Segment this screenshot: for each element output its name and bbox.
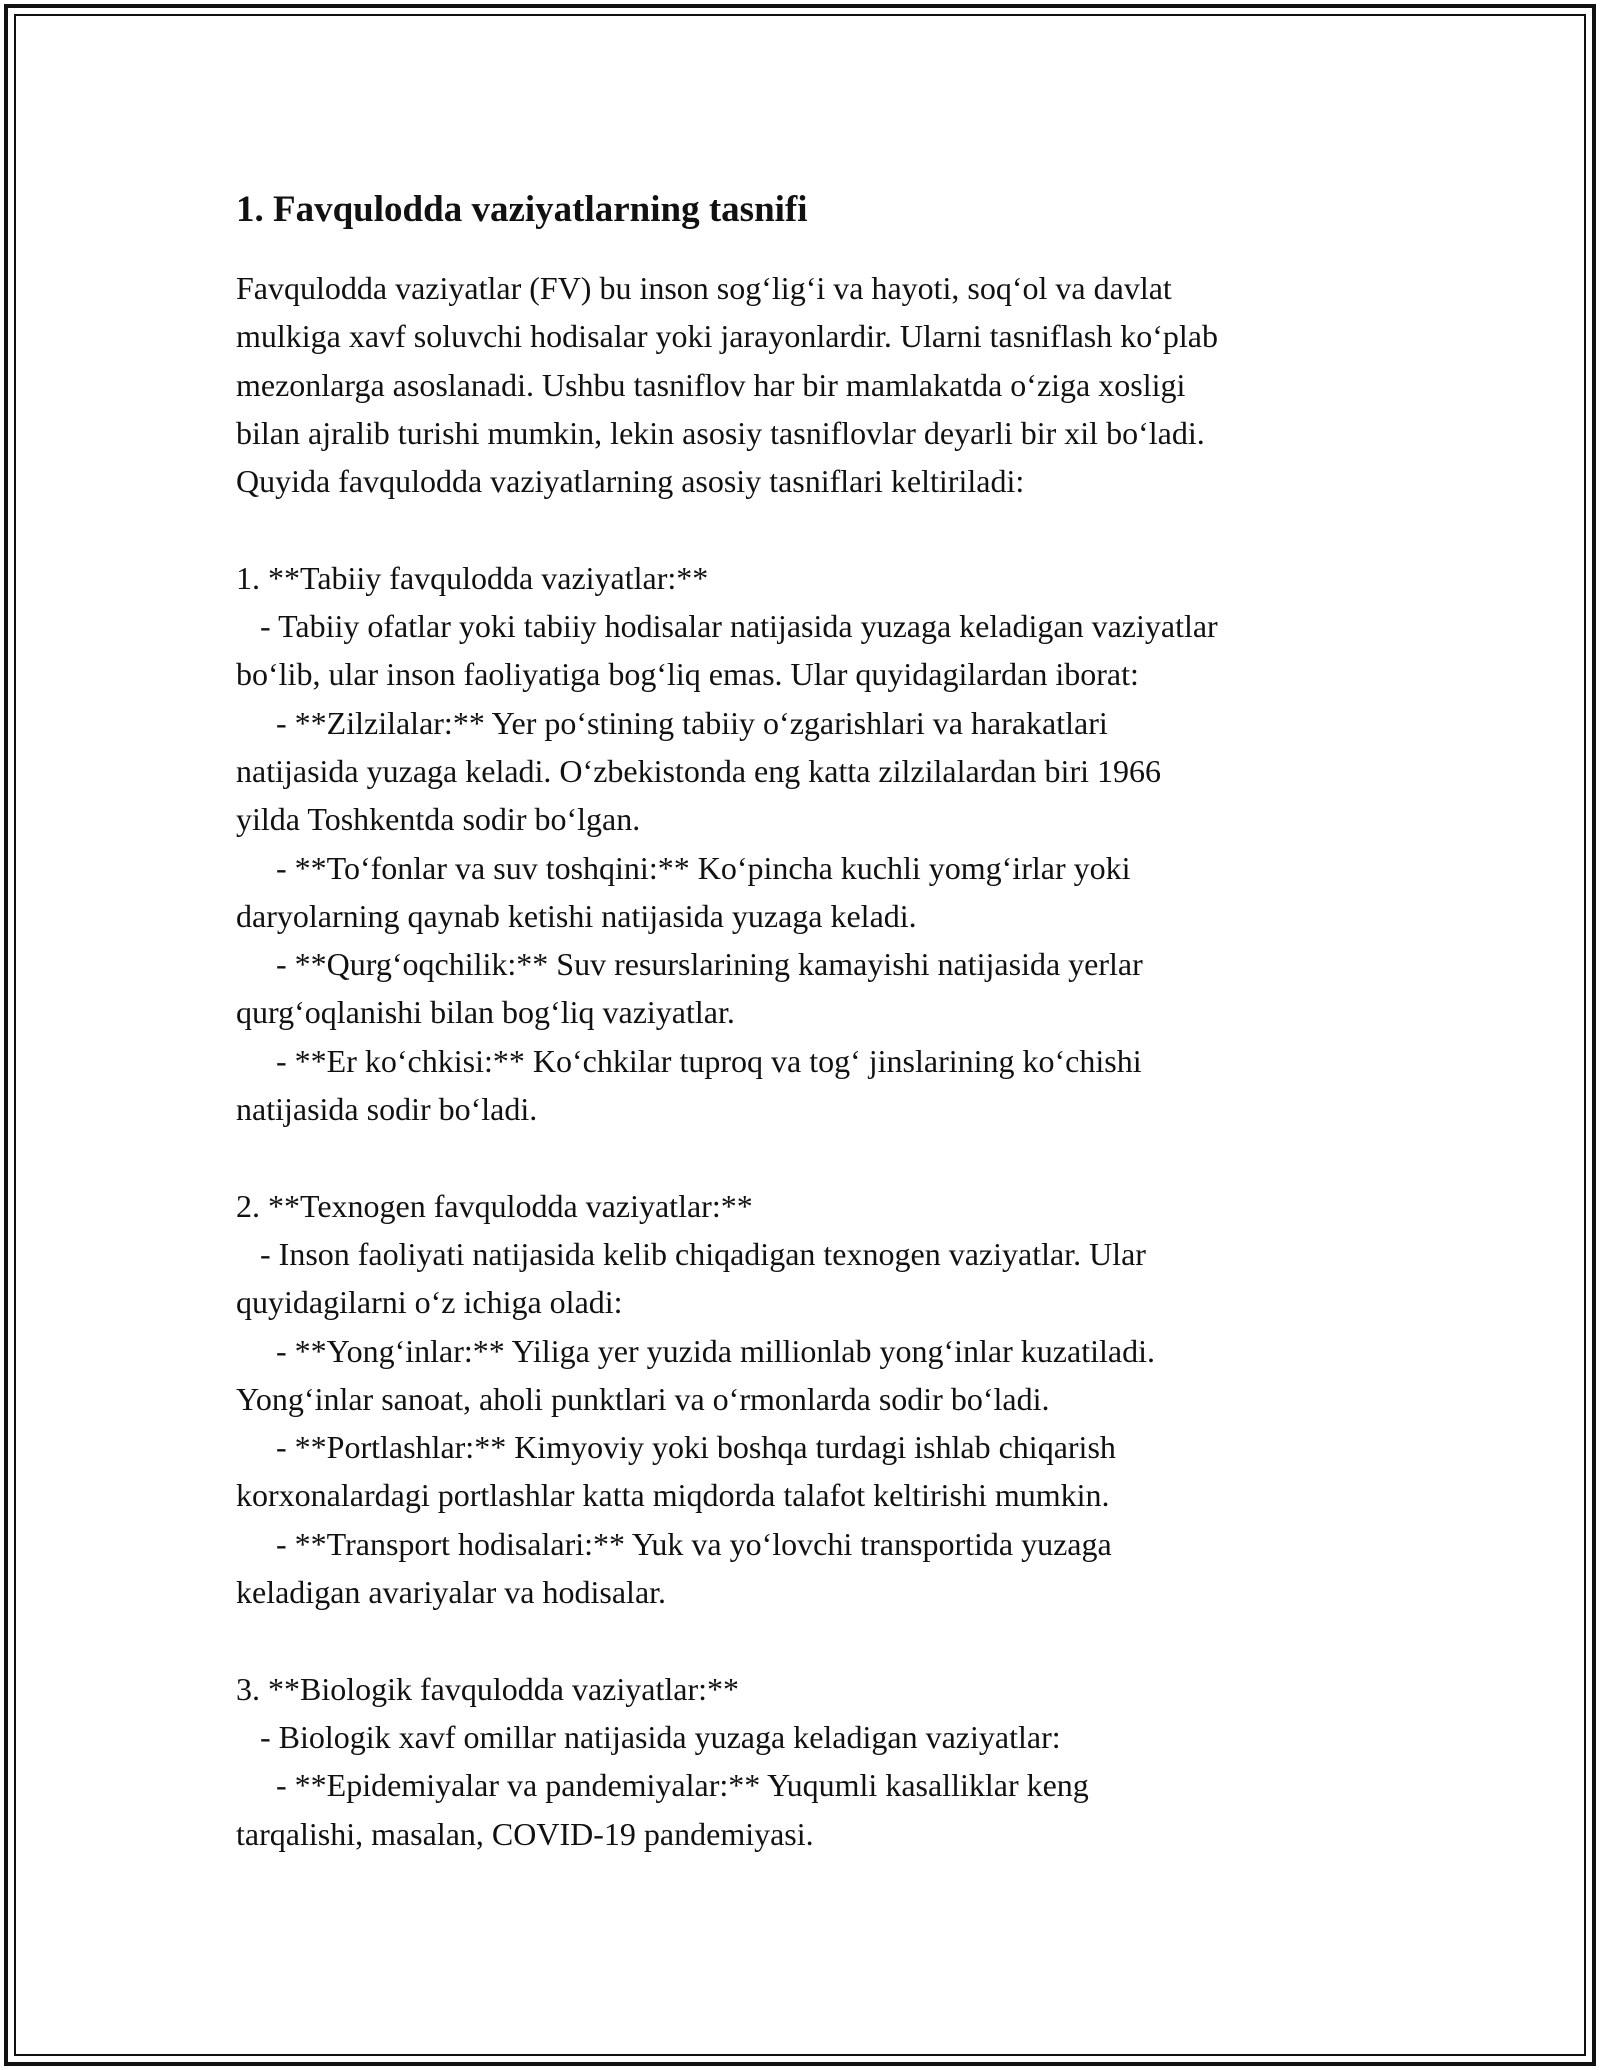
section-heading: 1. Favqulodda vaziyatlarning tasnifi [236,189,808,230]
section-body: Favqulodda vaziyatlar (FV) bu inson sog‘lig‘i va hayoti, soq‘ol va davlat mulkiga xavf soluvchi hodisalar yoki jarayonlardir. Ularni tasniflash ko‘plab mezonlarga asoslanadi. Ushbu tasniflov har bir mamlakatda o‘ziga xosligi bilan ajralib turishi mumkin, lekin asosiy tasniflovlar deyarli bir xil bo‘ladi. Quyida favqulodda vaziyatlarning asosiy tasniflari keltiriladi: 1. **Tabiiy favqulodda vaziyatlar:** - Tabiiy ofatlar yoki tabiiy hodisalar natijasida yuzaga keladigan vaziyatlar bo‘lib, ular inson faoliyatiga bog‘liq emas. Ular quyidagilardan iborat: - **Zilzilalar:** Yer po‘stining tabiiy o‘zgarishlari va harakatlari natijasida yuzaga keladi. O‘zbekistonda eng katta zilzilalardan biri 1966 yilda Toshkentda sodir bo‘lgan. - **To‘fonlar va suv toshqini:** Ko‘pincha kuchli yomg‘irlar yoki daryolarning qaynab ketishi natijasida yuzaga keladi. - **Qurg‘oqchilik:** Suv resurslarining kamayishi natijasida yerlar qurg‘oqlanishi bilan bog‘liq vaziyatlar. - **Er ko‘chkisi:** Ko‘chkilar tuproq va tog‘ jinslarining ko‘chishi natijasida sodir bo‘ladi. 2. **Texnogen favqulodda vaziyatlar:** - Inson faoliyati natijasida kelib chiqadigan texnogen vaziyatlar. Ular quyidagilarni o‘z ichiga oladi: - **Yong‘inlar:** Yiliga yer yuzida millionlab yong‘inlar kuzatiladi. Yong‘inlar sanoat, aholi punktlari va o‘rmonlarda sodir bo‘ladi. - **Portlashlar:** Kimyoviy yoki boshqa turdagi ishlab chiqarish korxonalardagi portlashlar katta miqdorda talafot keltirishi mumkin. - **Transport hodisalari:** Yuk va yo‘lovchi transportida yuzaga keladigan avariyalar va hodisalar. 3. **Biologik favqulodda vaziyatlar:** - Biologik xavf omillar natijasida yuzaga keladigan vaziyatlar: - **Epidemiyalar va pandemiyalar:** Yuqumli kasalliklar keng tarqalishi, masalan, COVID-19 pandemiyasi. [236,270,1218,1852]
document-content [236,186,1386,1858]
